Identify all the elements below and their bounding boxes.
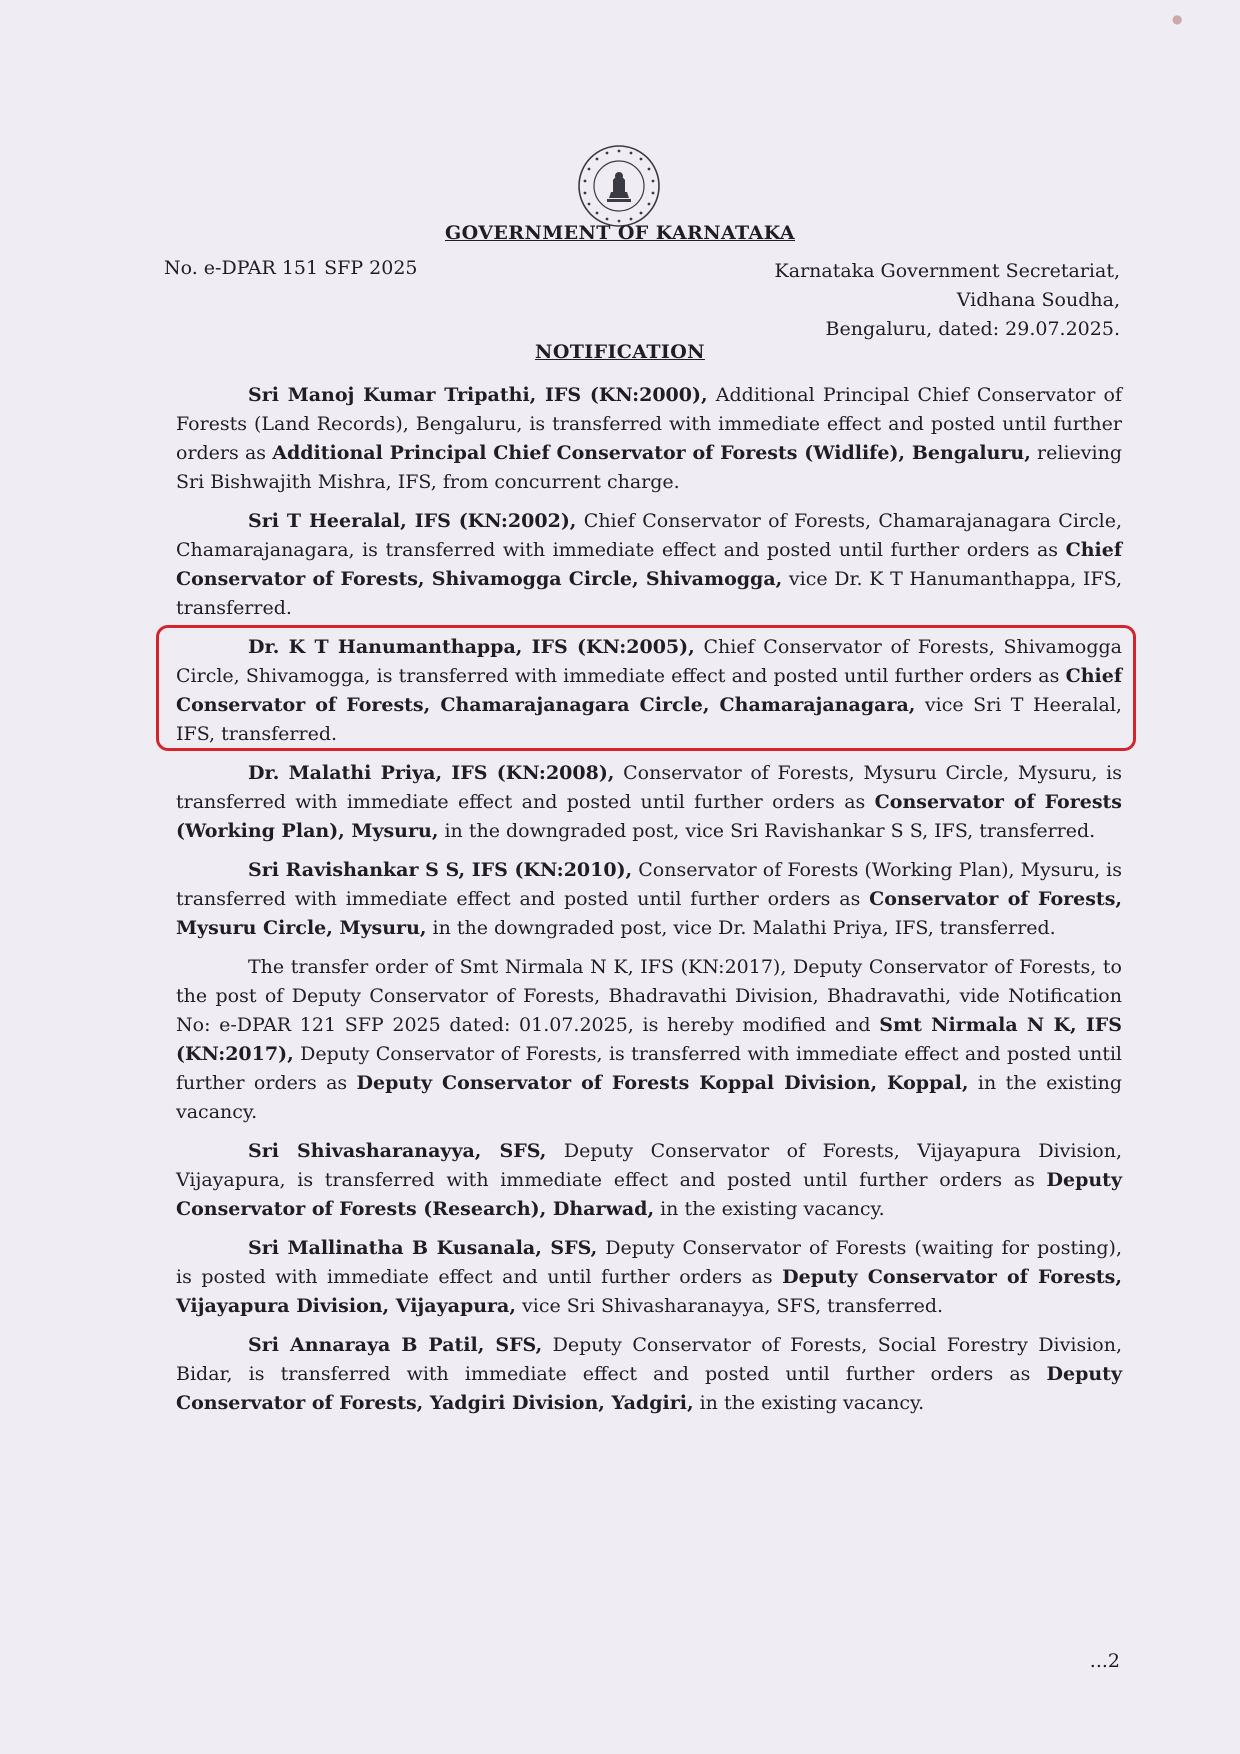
paragraph-text: in the existing vacancy. [176, 1072, 1122, 1123]
paragraph-text: Conservator of Forests, Mysuru Circle, Mysuru, is transferred with immediate effect and posted until further orders as [176, 762, 1122, 813]
paragraph-text: Deputy Conservator of Forests (waiting for posting), is posted with immediate effect and until further orders as [176, 1237, 1123, 1288]
paragraph-text: in the downgraded post, vice Dr. Malathi Priya, IFS, transferred. [426, 917, 1056, 939]
paragraph-text: vice Sri Shivasharanayya, SFS, transferred. [515, 1295, 944, 1317]
officer-name: Sri Ravishankar S S, IFS (KN:2010), [248, 859, 633, 881]
transfer-paragraph-4 [176, 759, 1122, 846]
officer-name: Sri Shivasharanayya, SFS, [248, 1140, 547, 1162]
new-post: Deputy Conservator of Forests Koppal Division, Koppal, [356, 1072, 969, 1094]
page-continuation-marker: ...2 [1089, 1650, 1120, 1672]
transfer-paragraph-2 [176, 507, 1122, 623]
notification-body [176, 381, 1122, 1428]
notification-title: NOTIFICATION [535, 341, 705, 363]
paragraph-text: Chief Conservator of Forests, Shivamogga Circle, Shivamogga, is transferred with immediate effect and posted until further orders as [176, 636, 1122, 687]
paragraph-text: Conservator of Forests (Working Plan), Mysuru, is transferred with immediate effect and posted until further orders as [176, 859, 1122, 910]
new-post: Additional Principal Chief Conservator of Forests (Widlife), Bengaluru, [272, 442, 1031, 464]
new-post: Conservator of Forests, Mysuru Circle, Mysuru, [176, 888, 1122, 939]
address-line-2: Vidhana Soudha, [956, 289, 1120, 311]
transfer-paragraph-8 [176, 1234, 1122, 1321]
officer-name: Sri Manoj Kumar Tripathi, IFS (KN:2000), [248, 384, 708, 406]
paragraph-text: in the existing vacancy. [693, 1392, 925, 1414]
transfer-paragraph-7 [176, 1137, 1122, 1224]
transfer-paragraph-1 [176, 381, 1122, 497]
paragraph-text: Chief Conservator of Forests, Chamarajanagara Circle, Chamarajanagara, is transferred with immediate effect and posted until further orders as [176, 510, 1122, 561]
reference-number: No. e-DPAR 151 SFP 2025 [164, 257, 418, 279]
transfer-paragraph-5 [176, 856, 1122, 943]
paragraph-text: vice Sri T Heeralal, IFS, transferred. [176, 694, 1122, 745]
government-title: GOVERNMENT OF KARNATAKA [445, 222, 795, 244]
new-post: Conservator of Forests (Working Plan), Mysuru, [176, 791, 1123, 842]
paragraph-text: Additional Principal Chief Conservator of Forests (Land Records), Bengaluru, is transferred with immediate effect and posted until further orders as [176, 384, 1123, 464]
paragraph-text: Deputy Conservator of Forests, is transferred with immediate effect and posted until further orders as [176, 1043, 1122, 1094]
new-post: Deputy Conservator of Forests, Yadgiri Division, Yadgiri, [176, 1363, 1122, 1414]
new-post: Deputy Conservator of Forests (Research), Dharwad, [176, 1169, 1122, 1220]
paragraph-text: in the downgraded post, vice Sri Ravishankar S S, IFS, transferred. [438, 820, 1096, 842]
paragraph-text: in the existing vacancy. [654, 1198, 885, 1220]
officer-name: Dr. K T Hanumanthappa, IFS (KN:2005), [248, 636, 695, 658]
transfer-paragraph-6 [176, 953, 1122, 1127]
address-line-3: Bengaluru, dated: 29.07.2025. [825, 318, 1120, 340]
office-address [775, 257, 1120, 344]
officer-name: Sri T Heeralal, IFS (KN:2002), [248, 510, 577, 532]
paragraph-text: Deputy Conservator of Forests, Social Forestry Division, Bidar, is transferred with immediate effect and posted until further orders as [176, 1334, 1122, 1385]
officer-name: Smt Nirmala N K, IFS (KN:2017), [176, 1014, 1122, 1065]
new-post: Chief Conservator of Forests, Shivamogga Circle, Shivamogga, [176, 539, 1122, 590]
government-seal-emblem [573, 140, 665, 232]
officer-name: Sri Annaraya B Patil, SFS, [248, 1334, 543, 1356]
new-post: Chief Conservator of Forests, Chamarajanagara Circle, Chamarajanagara, [176, 665, 1122, 716]
paragraph-text: vice Dr. K T Hanumanthappa, IFS, transferred. [176, 568, 1123, 619]
transfer-paragraph-9 [176, 1331, 1122, 1418]
paragraph-text: Deputy Conservator of Forests, Vijayapura Division, Vijayapura, is transferred with immediate effect and posted until further orders as [176, 1140, 1122, 1191]
red-highlight-box [156, 625, 1136, 751]
officer-name: Sri Mallinatha B Kusanala, SFS, [248, 1237, 598, 1259]
officer-name: Dr. Malathi Priya, IFS (KN:2008), [248, 762, 615, 784]
address-line-1: Karnataka Government Secretariat, [774, 260, 1120, 282]
scan-mark: ● [1172, 12, 1183, 26]
paragraph-text: relieving Sri Bishwajith Mishra, IFS, from concurrent charge. [176, 442, 1122, 493]
paragraph-text: The transfer order of Smt Nirmala N K, IFS (KN:2017), Deputy Conservator of Forests, to the post of Deputy Conservator of Forests, Bhadravathi Division, Bhadravathi, vide Notification No: e-DPAR 121 SFP 2025 dated: 01.07.2025, is hereby modified and [176, 956, 1122, 1036]
new-post: Deputy Conservator of Forests, Vijayapura Division, Vijayapura, [176, 1266, 1122, 1317]
